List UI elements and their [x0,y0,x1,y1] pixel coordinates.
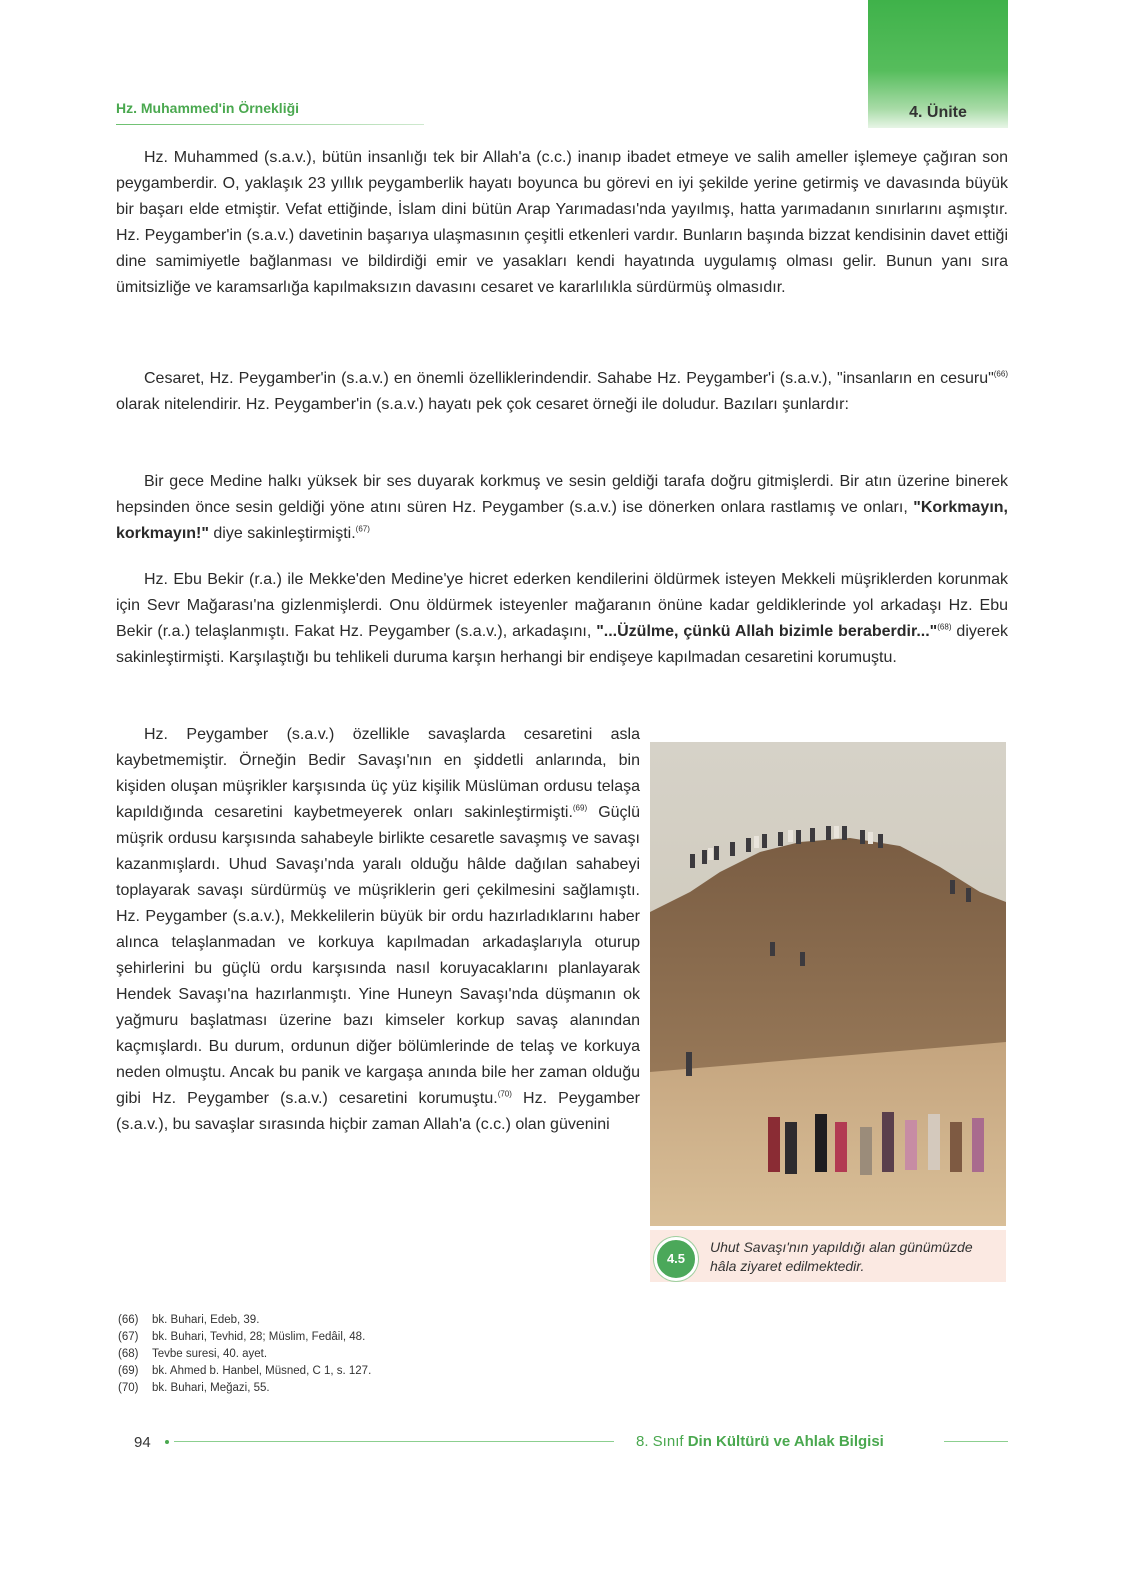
footnote-ref-66: (66) [993,369,1008,379]
footnote-66 [118,1312,718,1329]
footnote-number: (69) [118,1365,139,1377]
unit-label: 4. Ünite [909,104,967,121]
footnote-text: bk. Buhari, Edeb, 39. [152,1314,260,1326]
footnote-70 [118,1380,718,1397]
book-title [636,1433,884,1450]
paragraph-5 [116,722,640,1138]
paragraph-4-text-a: Hz. Ebu Bekir (r.a.) ile Mekke'den Medine'ye hicret ederken kendilerini öldürmek isteyen Mekkeli müşriklerden korunmak için Sevr Mağarası'na gizlenmişlerdi. Onu öldürmek isteyenler mağaranın önüne kadar geldiklerinde yol arkadaşı Hz. Ebu Bekir (r.a.) telaşlanmıştı. Fakat Hz. Peygamber (s.a.v.), arkadaşını, [116,571,1008,640]
paragraph-4-text-b: diyerek sakinleştirmişti. Karşılaştığı bu tehlikeli duruma karşın herhangi bir endişeye kapılmadan cesaretini korumuştu. [116,623,1008,666]
footnote-number: (67) [118,1331,139,1343]
footnote-69 [118,1363,718,1380]
paragraph-3 [116,469,1008,547]
footer-divider-left [174,1441,614,1442]
paragraph-3-text-b: diye sakinleştirmişti. [208,525,356,542]
paragraph-2-text-a: Cesaret, Hz. Peygamber'in (s.a.v.) en önemli özelliklerindendir. Sahabe Hz. Peygamber'i (s.a.v.), "insanların en cesuru" [144,370,994,387]
footnote-ref-68: (68) [937,622,952,632]
footnote-ref-69: (69) [572,803,588,813]
paragraph-5-text-b: Güçlü müşrik ordusu karşısında sahabeyle birlikte cesaretle savaşmış ve savaşı kazanmışlardı. Uhud Savaşı'nda yaralı olduğu hâlde dağılan sahabeyi toplayarak savaşı sürdürmüş ve müşriklerin geri çekilmesini sağlamıştı. Hz. Peygamber (s.a.v.), Mekkelilerin büyük bir ordu hazırladıklarını haber alınca telaşlanmadan ve korkuya kapılmadan arkadaşlarıyla oturup şehirlerini bu güçlü ordu karşısında nasıl koruyacaklarını planlayarak Hendek Savaşı'na hazırlanmıştı. Yine Huneyn Savaşı'nda düşmanın ok yağmuru başlatması üzerine bazı kimseler korkup savaş alanından kaçmışlardı. Bu durum, ordunun diğer bölümlerinde de telaş ve korkuya neden olmuştu. Ancak bu panik ve kargaşa anında bile her zaman olduğu gibi Hz. Peygamber (s.a.v.) cesaretini korumuştu. [116,804,640,1107]
footnote-ref-70: (70) [497,1089,512,1099]
quote-uzulme: "...Üzülme, çünkü Allah bizimle beraberdir..." [596,623,938,640]
footnote-text: bk. Buhari, Meğazi, 55. [152,1382,270,1394]
paragraph-4 [116,567,1008,671]
figure-number-badge: 4.5 [654,1237,698,1281]
header-divider [116,124,424,125]
footnote-number: (68) [118,1348,139,1360]
footer-divider-right [944,1441,1008,1442]
footnote-ref-67: (67) [355,524,370,534]
page-number: 94 [134,1434,151,1451]
chapter-title: Hz. Muhammed'in Örnekliği [116,100,300,116]
footnote-text: Tevbe suresi, 40. ayet. [152,1348,268,1360]
footnote-number: (70) [118,1382,139,1394]
figure-caption: Uhut Savaşı'nın yapıldığı alan günümüzde hâla ziyaret edilmektedir. [710,1239,973,1274]
paragraph-5-text-a: Hz. Peygamber (s.a.v.) özellikle savaşlarda cesaretini asla kaybetmemiştir. Örneğin Bedir Savaşı'nın en şiddetli anlarında, bin kişiden oluşan müşrikler karşısında üç yüz kişilik Müslüman ordusu telaşa kapıldığında cesaretini kaybetmeyerek onları sakinleştirmişti. [116,726,640,821]
paragraph-1 [116,145,1008,301]
footnotes [118,1312,718,1397]
footnote-text: bk. Buhari, Tevhid, 28; Müslim, Fedâil, 48. [152,1331,366,1343]
paragraph-3-text-a: Bir gece Medine halkı yüksek bir ses duyarak korkmuş ve sesin geldiği tarafa doğru gitmişlerdi. Bir atın üzerine binerek hepsinden önce sesin geldiği yöne atını süren Hz. Peygamber (s.a.v.) ise dönerken onlara rastlamış ve onları, [116,473,1008,516]
paragraph-2 [116,366,1008,418]
paragraph-1-text: Hz. Muhammed (s.a.v.), bütün insanlığı tek bir Allah'a (c.c.) inanıp ibadet etmeye ve salih ameller işlemeye çağıran son peygamberdir. O, yaklaşık 23 yıllık peygamberlik hayatı boyunca bu görevi en iyi şekilde yerine getirmiş ve davasında büyük bir başarı elde etmiştir. Vefat ettiğinde, İslam dini bütün Arap Yarımadası'nda yayılmış, hatta yarımadanın sınırlarını aşmıştır. Hz. Peygamber'in (s.a.v.) davetinin başarıya ulaşmasının çeşitli etkenleri vardır. Bunların başında bizzat kendisinin davet ettiği dine samimiyetle bağlanması ve bildirdiği emir ve yasakları kendi hayatında uygulamış olması gelir. Bunun yanı sıra ümitsizliğe ve karamsarlığa kapılmaksızın davasını cesaret ve kararlılıkla sürdürmüş olmasıdır. [116,149,1008,296]
book-title-prefix: 8. Sınıf [636,1433,684,1450]
footer-dot [165,1440,169,1444]
paragraph-2-text-b: olarak nitelendirir. Hz. Peygamber'in (s.a.v.) hayatı pek çok cesaret örneği ile doludur. Bazıları şunlardır: [116,396,849,413]
footnote-text: bk. Ahmed b. Hanbel, Müsned, C 1, s. 127. [152,1365,372,1377]
uhud-photo [650,742,1006,1226]
footnote-67 [118,1329,718,1346]
uhud-photo-illustration [650,742,1006,1226]
book-title-main: Din Kültürü ve Ahlak Bilgisi [687,1433,884,1450]
footnote-68 [118,1346,718,1363]
footnote-number: (66) [118,1314,139,1326]
quote-korkmayin: "Korkmayın, korkmayın!" [116,499,1008,542]
paragraph-5-text-c: Hz. Peygamber (s.a.v.), bu savaşlar sırasında hiçbir zaman Allah'a (c.c.) olan güvenini [116,1090,640,1133]
